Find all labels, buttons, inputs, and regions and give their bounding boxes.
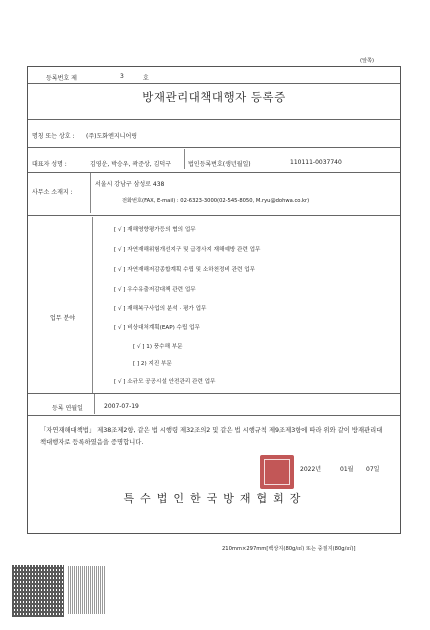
corp-no-label: 법인등록번호(생년월일) bbox=[188, 161, 251, 168]
office-label: 사무소 소재지 : bbox=[32, 189, 73, 196]
reg-date: 2007-07-19 bbox=[104, 403, 139, 410]
issue-year: 2022년 bbox=[300, 466, 322, 473]
duty-item: [ √ ] 자연재해위험개선지구 및 급경사지 재해예방 관련 업무 bbox=[114, 247, 261, 253]
duty-subitem: [ ] 2) 지진 부문 bbox=[133, 361, 172, 367]
paper-note: 210mm×297mm[백상지(80g/㎡) 또는 중질지(80g/㎡)] bbox=[222, 546, 356, 552]
company-label: 명칭 또는 상호 : bbox=[32, 133, 75, 140]
corp-no: 110111-0037740 bbox=[290, 159, 342, 166]
office-address: 서울시 강남구 삼성로 438 bbox=[95, 181, 165, 188]
qr-code bbox=[12, 565, 64, 617]
duty-item: [ √ ] 재해영향평가등의 협의 업무 bbox=[114, 227, 196, 233]
issue-day: 07일 bbox=[366, 466, 380, 473]
duty-item: [ √ ] 비상대처계획(EAP) 수립 업무 bbox=[114, 325, 200, 331]
issuer-name: 특수법인한국방재협회장 bbox=[123, 492, 307, 505]
company-name: (주)도화엔지니어링 bbox=[86, 133, 138, 140]
reg-date-label: 등록 연월일 bbox=[52, 405, 83, 412]
reg-no: 3 bbox=[120, 73, 124, 80]
office-contact: 전화번호(FAX, E-mail) : 02-6323-3000(02-545-8050, M.ryu@dohwa.co.kr) bbox=[122, 198, 310, 204]
reg-no-suffix: 호 bbox=[143, 75, 149, 82]
barcode-pattern bbox=[68, 566, 106, 614]
duty-item: [ √ ] 재해복구사업의 분석 · 평가 업무 bbox=[114, 306, 207, 312]
duty-item: [ √ ] 소규모 공공시설 안전관리 관련 업무 bbox=[114, 379, 216, 385]
duties-label: 업무 분야 bbox=[50, 315, 76, 322]
reg-no-label: 등록번호 제 bbox=[46, 75, 77, 82]
rep-label: 대표자 성명 : bbox=[32, 161, 67, 168]
form-note: (앞쪽) bbox=[360, 58, 375, 64]
certification-statement: 「자연재해대책법」 제38조제2항, 같은 법 시행령 제32조의2 및 같은 법 시행규칙 제9조제3항에 따라 위와 같이 방재관리대책대행자로 등록하였음을 증명합니다. bbox=[40, 427, 383, 446]
duty-subitem: [ √ ] 1) 풍수해 부문 bbox=[133, 344, 183, 350]
duty-item: [ √ ] 자연재해저감종합계획 수립 및 소하천정비 관련 업무 bbox=[114, 267, 256, 273]
duty-item: [ √ ] 우수유출저감대책 관련 업무 bbox=[114, 287, 196, 293]
issue-month: 01월 bbox=[340, 466, 354, 473]
official-seal bbox=[260, 455, 294, 489]
rep-names: 김영운, 박승우, 곽준상, 김덕구 bbox=[90, 161, 171, 168]
certificate-title: 방재관리대책대행자 등록증 bbox=[142, 90, 286, 104]
